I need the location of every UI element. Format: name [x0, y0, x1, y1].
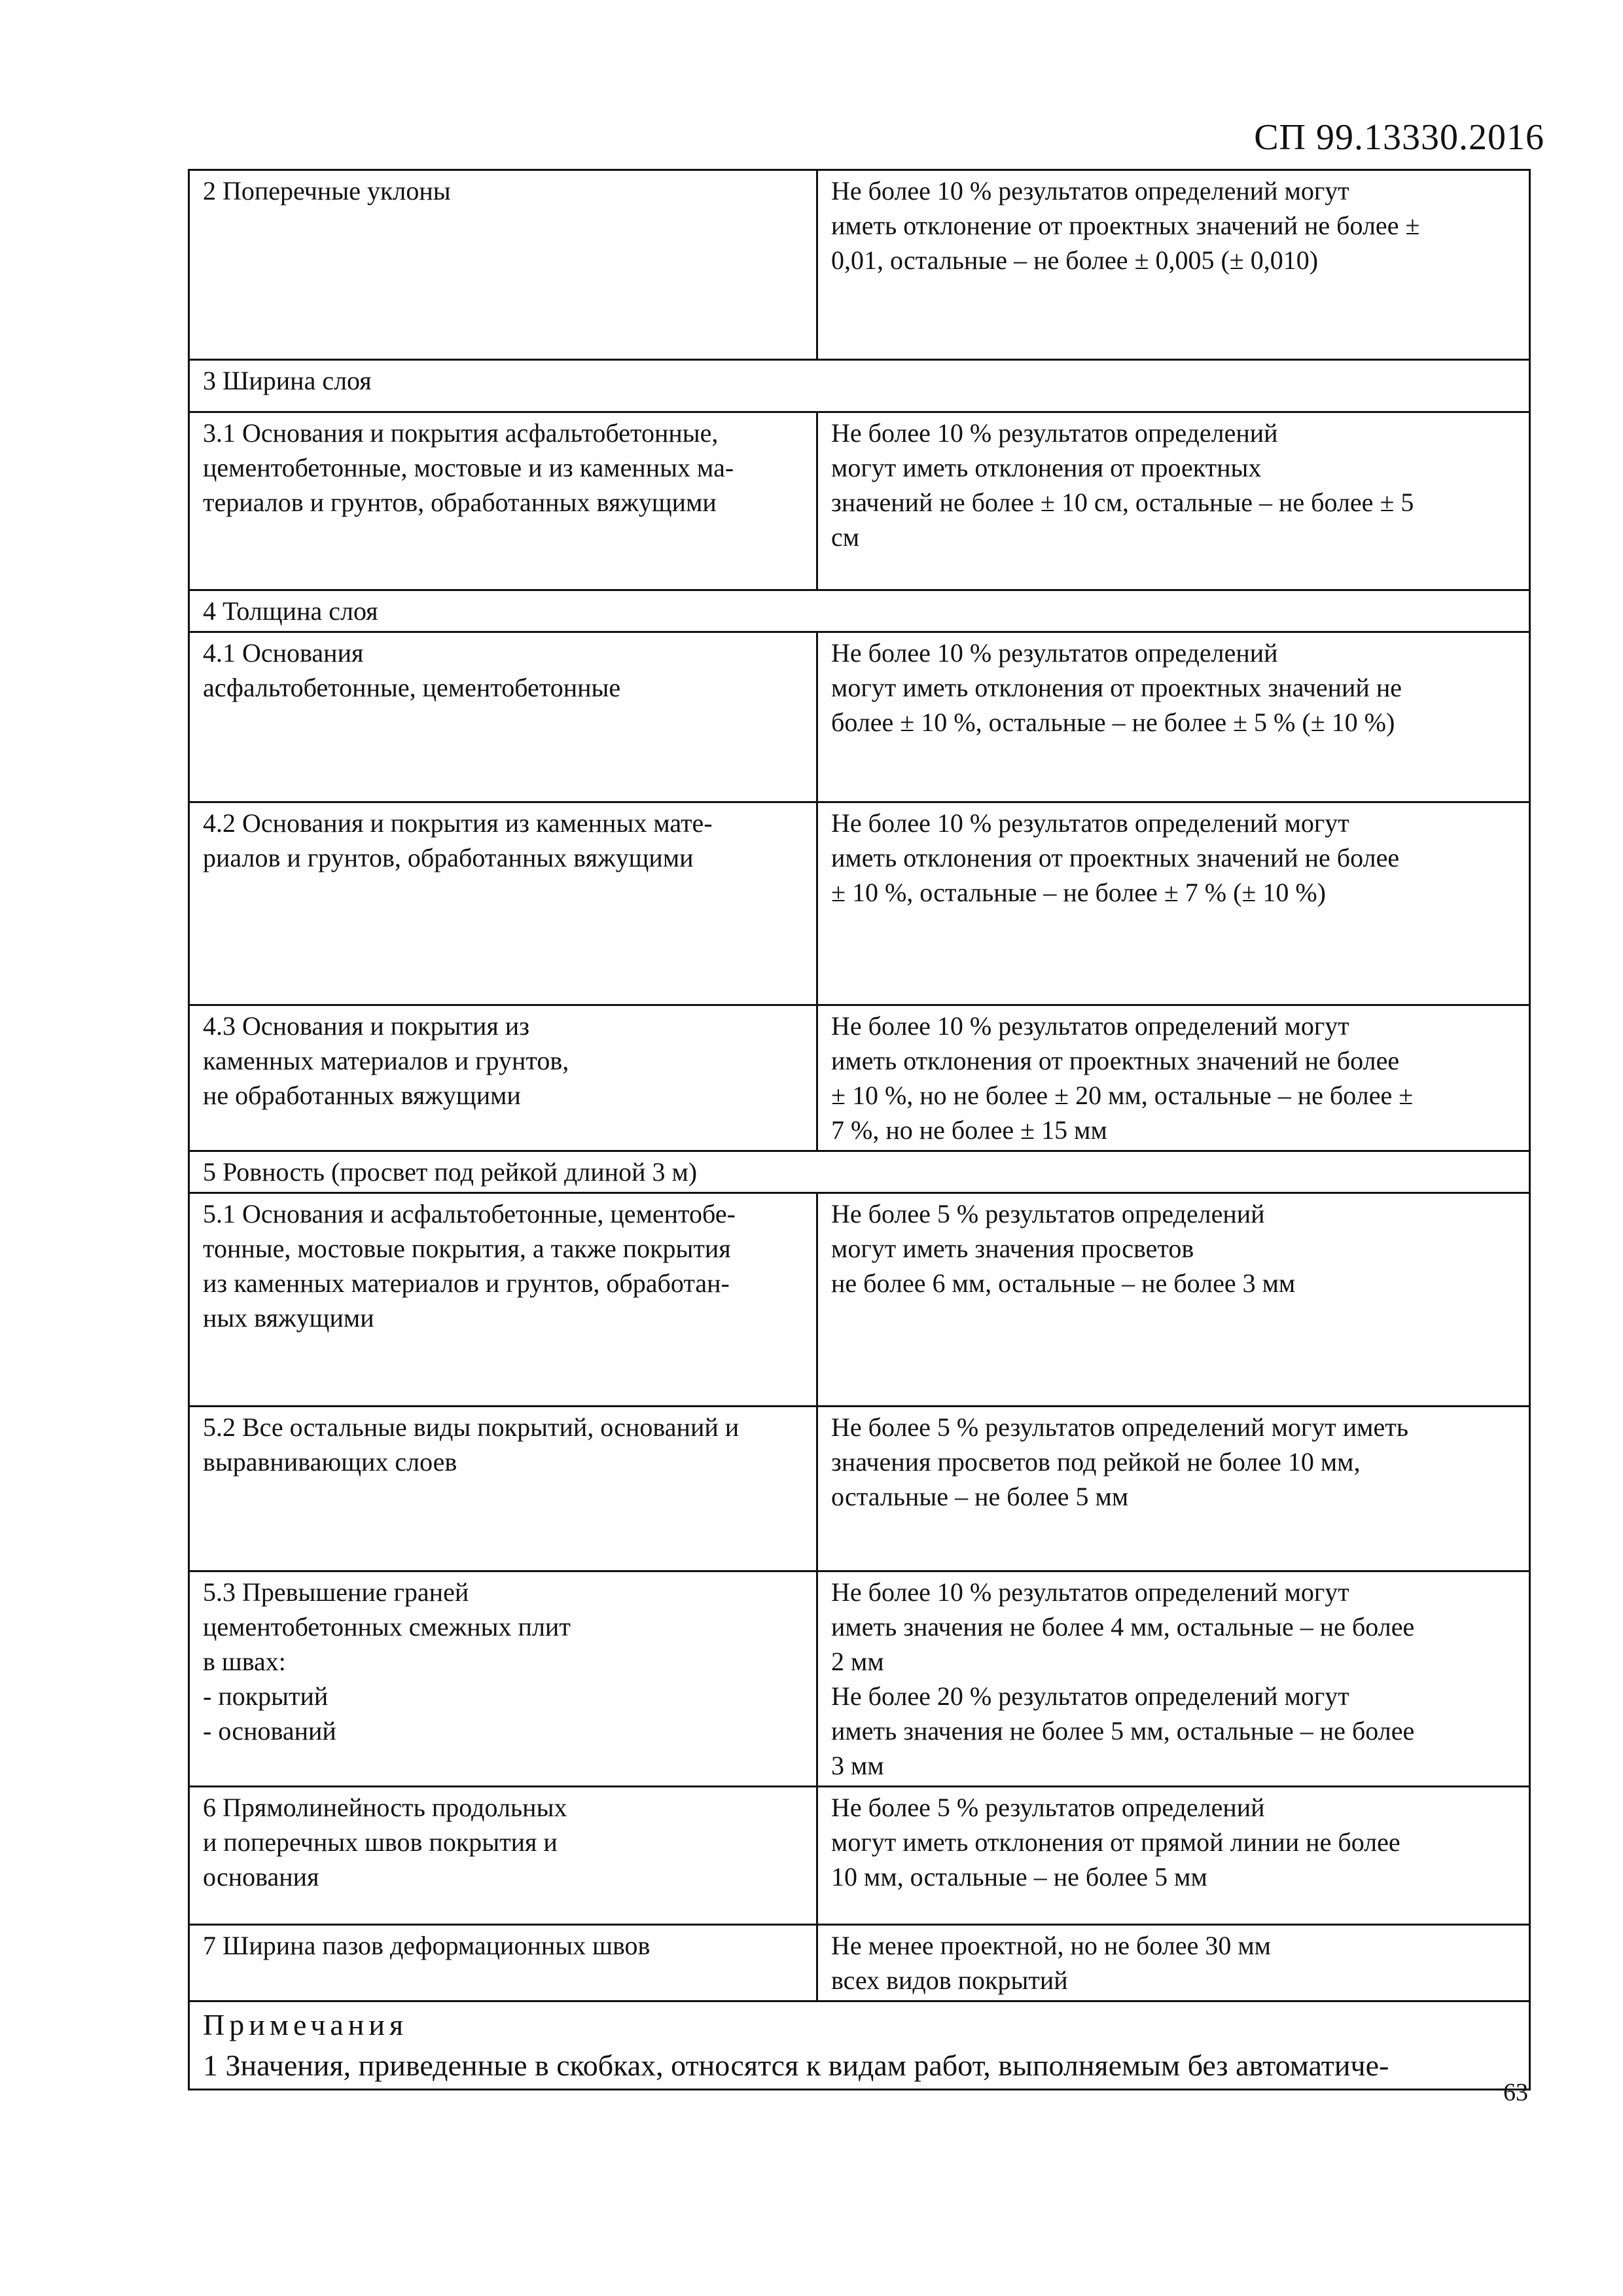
parameter-cell: 3.1 Основания и покрытия асфальтобетонные, цементобетонные, мостовые и из каменных ма- териалов и грунтов, обработанных вяжущими	[189, 412, 817, 590]
notes-cell	[189, 2001, 1530, 2090]
table-row	[189, 1407, 1530, 1571]
requirement-cell: Не более 5 % результатов определений могут иметь отклонения от прямой линии не более 10 мм, остальные – не более 5 мм	[817, 1787, 1530, 1925]
section-heading: 4 Толщина слоя	[189, 590, 1530, 632]
requirement-cell: Не более 10 % результатов определений могут иметь отклонение от проектных значений не более ± 0,01, остальные – не более ± 0,005 (± 0,010)	[817, 170, 1530, 360]
requirement-cell: Не более 10 % результатов определений могут иметь отклонения от проектных значений не более ± 10 %, остальные – не более ± 7 % (± 10 %)	[817, 802, 1530, 1005]
table-row	[189, 1193, 1530, 1407]
parameter-cell: 5.3 Превышение граней цементобетонных смежных плит в швах: - покрытий - оснований	[189, 1571, 817, 1787]
requirement-cell: Не более 10 % результатов определений могут иметь значения не более 4 мм, остальные – не более 2 мм Не более 20 % результатов определений могут иметь значения не более 5 мм, остальные – не более 3 мм	[817, 1571, 1530, 1787]
table-row	[189, 1005, 1530, 1151]
table-row	[189, 170, 1530, 360]
parameter-cell: 2 Поперечные уклоны	[189, 170, 817, 360]
parameter-cell: 4.2 Основания и покрытия из каменных мате- риалов и грунтов, обработанных вяжущими	[189, 802, 817, 1005]
page-number: 63	[1503, 2079, 1528, 2106]
parameter-cell: 4.3 Основания и покрытия из каменных материалов и грунтов, не обработанных вяжущими	[189, 1005, 817, 1151]
section-heading: 3 Ширина слоя	[189, 360, 1530, 412]
section-row	[189, 590, 1530, 632]
parameter-cell: 7 Ширина пазов деформационных швов	[189, 1925, 817, 2001]
table-row	[189, 802, 1530, 1005]
requirement-cell: Не более 10 % результатов определений могут иметь отклонения от проектных значений не более ± 10 %, остальные – не более ± 5 % (± 10 %)	[817, 632, 1530, 802]
notes-row	[189, 2001, 1530, 2090]
requirement-cell: Не менее проектной, но не более 30 мм всех видов покрытий	[817, 1925, 1530, 2001]
notes-text: 1 Значения, приведенные в скобках, относятся к видам работ, выполняемым без автоматиче-	[203, 2049, 1389, 2082]
requirement-cell: Не более 5 % результатов определений могут иметь значения просветов под рейкой не более 10 мм, остальные – не более 5 мм	[817, 1407, 1530, 1571]
table-row	[189, 632, 1530, 802]
table-row	[189, 1925, 1530, 2001]
notes-title: Примечания	[203, 2008, 408, 2041]
section-heading: 5 Ровность (просвет под рейкой длиной 3 м)	[189, 1151, 1530, 1193]
requirement-cell: Не более 10 % результатов определений могут иметь отклонения от проектных значений не более ± 10 %, но не более ± 20 мм, остальные – не более ± 7 %, но не более ± 15 мм	[817, 1005, 1530, 1151]
parameter-cell: 4.1 Основания асфальтобетонные, цементобетонные	[189, 632, 817, 802]
parameter-cell: 5.2 Все остальные виды покрытий, оснований и выравнивающих слоев	[189, 1407, 817, 1571]
requirements-table	[188, 169, 1531, 2090]
parameter-cell: 5.1 Основания и асфальтобетонные, цементобе- тонные, мостовые покрытия, а также покрытия из каменных материалов и грунтов, обработан- ных вяжущими	[189, 1193, 817, 1407]
requirement-cell: Не более 5 % результатов определений могут иметь значения просветов не более 6 мм, остальные – не более 3 мм	[817, 1193, 1530, 1407]
document-code: СП 99.13330.2016	[1254, 117, 1544, 158]
requirement-cell: Не более 10 % результатов определений могут иметь отклонения от проектных значений не более ± 10 см, остальные – не более ± 5 см	[817, 412, 1530, 590]
parameter-cell: 6 Прямолинейность продольных и поперечных швов покрытия и основания	[189, 1787, 817, 1925]
table-row	[189, 412, 1530, 590]
table-row	[189, 1787, 1530, 1925]
table-row	[189, 1571, 1530, 1787]
section-row	[189, 360, 1530, 412]
section-row	[189, 1151, 1530, 1193]
